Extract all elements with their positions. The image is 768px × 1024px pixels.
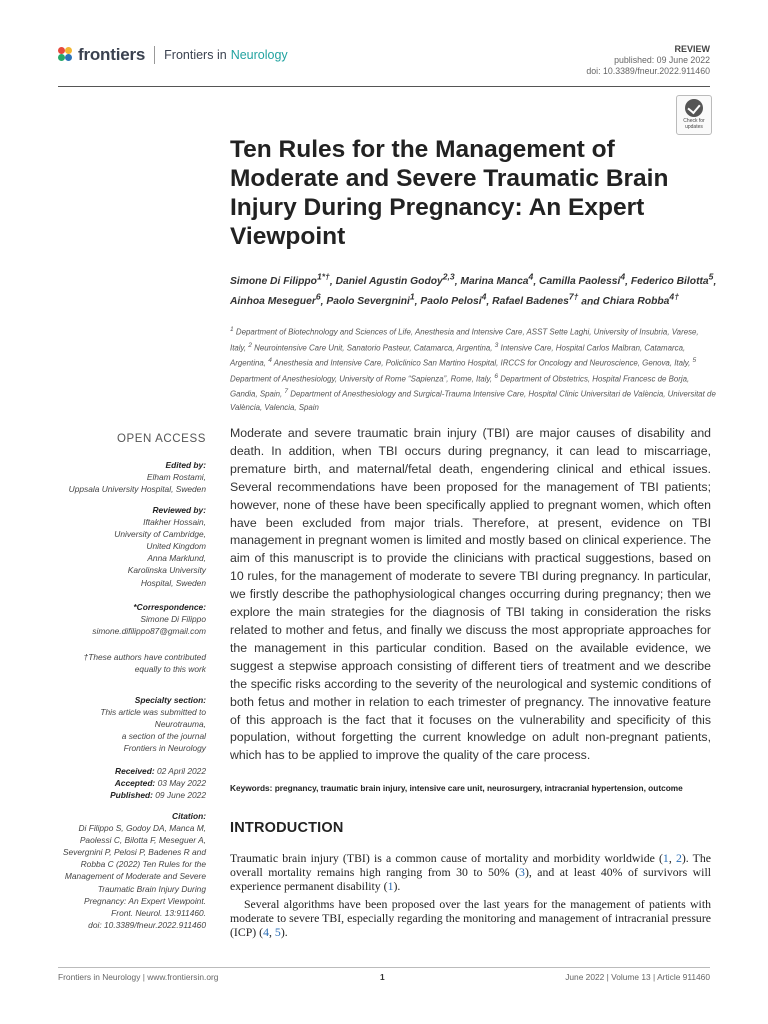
author[interactable]: Camilla Paolessi$^4$: [539, 272, 626, 288]
abstract: Moderate and severe traumatic brain injury (TBI) are major causes of disability and death. In addition, when TBI occurs during pregnancy, it can lead to miscarriage, premature birth, and maternal/fetal death, engendering clinical and ethical issues. Several recommendations have been proposed for the management of TBI patients; however, none of these have been specifically applied to pregnant women, which often have been excluded from major trials. Therefore, at present, evidence on TBI management in pregnant women is limited and mostly based on clinical experience. The aim of this manuscript is to provide the clinicians with practical suggestions, based on 10 rules, for the management of moderate to severe TBI during pregnancy. In particular, we firstly describe the pathophysiological changes occurring during pregnancy; then we explore the main strategies for the diagnosis of TBI taking in consideration the risks related to mother and fetus, and finally we discuss the most appropriate approaches for the management in this particular condition. Based on the available evidence, we suggest a stepwise approach consisting of different tiers of treatment and we describe the specific risks according to the severity of the neurological and systemic conditions of both fetus and mother in relation to each trimester of pregnancy. The innovative feature of this approach is the fact that it focuses on the vulnerability and specificity of this population, without forgetting the current knowledge on adult non-pregnant patients, which has to be applied to improve the quality of the care process.: [230, 426, 711, 763]
citation-link[interactable]: 3: [519, 865, 525, 880]
dates-section: [110, 765, 206, 801]
specialty-line: This article was submitted to: [100, 707, 206, 718]
footer-journal-link[interactable]: Frontiers in Neurology | www.frontiersin.org: [58, 972, 219, 982]
author[interactable]: Ainhoa Meseguer$^6$: [230, 291, 321, 308]
journal-prefix: Frontiers in: [164, 48, 227, 62]
equal-contribution-note: [84, 651, 206, 675]
section-heading-introduction: INTRODUCTION: [230, 820, 344, 836]
citation-link[interactable]: 1: [662, 851, 669, 865]
editor-name: Elham Rostami,: [146, 472, 206, 483]
header-rule: [58, 86, 710, 87]
citation-line: Pregnancy: An Expert Viewpoint.: [84, 895, 206, 906]
accepted-date: Accepted: 03 May 2022: [114, 778, 206, 789]
author[interactable]: Daniel Agustin Godoy$^{2,3}$: [335, 272, 455, 288]
author[interactable]: Paolo Severgnini$^1$: [326, 291, 415, 308]
editor-affiliation: Uppsala University Hospital, Sweden: [68, 484, 206, 495]
page-number: 1: [380, 972, 385, 982]
citation-line: Paolessi C, Bilotta F, Meseguer A,: [79, 835, 206, 846]
frontiers-logo-icon: [58, 47, 74, 63]
citation-doi-link[interactable]: doi: 10.3389/fneur.2022.911460: [88, 919, 206, 930]
correspondence-section: [92, 601, 206, 637]
affiliation: Department of Anesthesiology, University of Rome “Sapienza”, Rome, Italy,: [230, 374, 493, 384]
citation-link[interactable]: 2: [675, 851, 682, 865]
check-for-updates-button[interactable]: [676, 95, 712, 135]
correspondence-name: Simone Di Filippo: [140, 614, 206, 625]
note-line: equally to this work: [134, 664, 206, 675]
affiliation-list: $^1$ Department of Biotechnology and Sciences of Life, Anesthesia and Intensive Care, ASST Sette Laghi, University of Insubria, Varese, Italy, $^2$ Neurointensive Care Unit, Sanatorio Pasteur, Catamarca, Argentina, $^3$ Intensive Care, Hospital Carlos Malbran, Catamarca, Argentina, $^4$ Anesthesia and Intensive Care, Policlinico San Martino Hospital, IRCCS for Oncology and Neuroscience, Genova, Italy, $^5$ Department of Anesthesiology, University of Rome “Sapienza”, Rome, Italy, $^6$ Department of Obstetrics, Hospital Francesc de Borja, Gandia, Spain, $^7$ Department of Anesthesiology and Surgical-Trauma Intensive Care, Hospital Clinic Universitari de València, Universitat de València, Valencia, Spain: [230, 326, 716, 412]
citation-line: Traumatic Brain Injury During: [97, 883, 206, 894]
reviewer-line: Karolinska University: [127, 565, 206, 576]
intro-paragraph-1: Traumatic brain injury (TBI) is a common cause of mortality and morbidity worldwide (1, 2). The overall mortality remains high ranging from 30 to 50% (3), and at least 40% of survivors will experience permanent disability (1).: [230, 851, 712, 894]
article-title: Ten Rules for the Management of Moderate and Severe Traumatic Brain Injury During Pregnancy: An Expert Viewpoint: [230, 136, 669, 250]
open-access-label: OPEN ACCESS: [116, 433, 206, 445]
affiliation: Intensive Care, Hospital Carlos Malbran, Catamarca, Argentina,: [230, 343, 686, 368]
article-doi[interactable]: doi: 10.3389/fneur.2022.911460: [586, 66, 710, 76]
logo-divider: [154, 46, 155, 64]
note-line: †These authors have contributed: [83, 652, 206, 662]
citation-line: Severgnini P, Pelosi P, Badenes R and: [62, 847, 206, 858]
correspondence-label: *Correspondence:: [133, 602, 206, 612]
logo-wordmark: frontiers: [78, 45, 146, 64]
author-list: Simone Di Filippo$^{1*\dagger}$, Daniel Agustin Godoy$^{2,3}$, Marina Manca$^4$, Camilla Paolessi$^4$, Federico Bilotta$^5$, Ainhoa Meseguer$^6$, Paolo Severgnini$^1$, Paolo Pelosi$^4$, Rafael Badenes$^{7\dagger}$ and Chiara Robba$^{4\dagger}$: [230, 272, 717, 308]
check-updates-icon: [685, 99, 703, 117]
specialty-line: Frontiers in Neurology: [123, 743, 206, 754]
affiliation: Department of Biotechnology and Sciences of Life, Anesthesia and Intensive Care, ASST Sette Laghi, University of Insubria, Varese, Italy,: [230, 327, 699, 353]
journal-logo[interactable]: [58, 45, 288, 65]
affiliation: Department of Anesthesiology and Surgical-Trauma Intensive Care, Hospital Clinic Universitari de València, Universitat de València, Valencia, Spain: [230, 389, 716, 412]
citation-link[interactable]: 5: [274, 925, 281, 940]
reviewer-line: United Kingdom: [146, 541, 206, 552]
reviewed-by-label: Reviewed by:: [152, 505, 206, 515]
reviewer-line: Iftakher Hossain,: [143, 517, 206, 528]
affiliation: Neurointensive Care Unit, Sanatorio Pasteur, Catamarca, Argentina,: [254, 343, 493, 353]
citation-line: Front. Neurol. 13:911460.: [111, 907, 206, 918]
reviewer-line: Anna Marklund,: [147, 553, 206, 564]
authors-and: and: [581, 296, 600, 308]
journal-name: Neurology: [230, 48, 288, 62]
reviewer-line: Hospital, Sweden: [140, 577, 206, 588]
edited-by-section: [69, 459, 206, 495]
published-date-side: Published: 09 June 2022: [110, 790, 206, 801]
intro-paragraph-2: Several algorithms have been proposed over the last years for the management of patients with moderate to severe TBI, especially regarding the monitoring and management of intracranial pressure (ICP) (4, 5).: [230, 897, 711, 940]
specialty-label: Specialty section:: [134, 695, 206, 705]
citation-line: Robba C (2022) Ten Rules for the: [80, 859, 206, 870]
published-date: published: 09 June 2022: [614, 55, 710, 65]
author[interactable]: Simone Di Filippo$^{1*\dagger}$: [230, 272, 330, 288]
citation-section: [63, 810, 206, 931]
affiliation: Anesthesia and Intensive Care, Policlinico San Martino Hospital, IRCCS for Oncology and Neuroscience, Genova, Italy,: [273, 358, 691, 368]
reviewed-by-section: [114, 504, 206, 589]
specialty-line: a section of the journal: [121, 731, 206, 742]
author[interactable]: Paolo Pelosi$^4$: [420, 291, 487, 308]
keywords: Keywords: pregnancy, traumatic brain injury, intensive care unit, neurosurgery, intracranial hypertension, outcome: [230, 783, 683, 793]
citation-link[interactable]: 4: [263, 925, 269, 940]
footer-volume: June 2022 | Volume 13 | Article 911460: [565, 972, 710, 982]
citation-line: Management of Moderate and Severe: [64, 871, 206, 882]
article-type: REVIEW: [674, 44, 710, 54]
correspondence-email-link[interactable]: simone.difilippo87@gmail.com: [92, 626, 206, 637]
author[interactable]: Rafael Badenes$^{7\dagger}$: [492, 291, 579, 308]
citation-label: Citation:: [172, 811, 206, 821]
affiliation: Department of Obstetrics, Hospital Francesc de Borja, Gandia, Spain,: [230, 374, 690, 399]
check-updates-line1: Check for: [683, 118, 705, 124]
author[interactable]: Marina Manca$^4$: [460, 272, 534, 288]
author[interactable]: Federico Bilotta$^5$: [630, 272, 714, 288]
check-updates-line2: updates: [685, 124, 703, 130]
edited-by-label: Edited by:: [165, 460, 206, 470]
specialty-line: Neurotrauma,: [154, 719, 206, 730]
reviewer-line: University of Cambridge,: [114, 529, 206, 540]
footer-rule: [58, 967, 710, 968]
received-date: Received: 02 April 2022: [115, 766, 206, 776]
author[interactable]: Chiara Robba$^{4\dagger}$: [602, 291, 679, 308]
specialty-section: [100, 694, 206, 754]
citation-link[interactable]: 1: [387, 879, 394, 894]
citation-line: Di Filippo S, Godoy DA, Manca M,: [78, 823, 206, 834]
article-meta: [586, 44, 710, 77]
